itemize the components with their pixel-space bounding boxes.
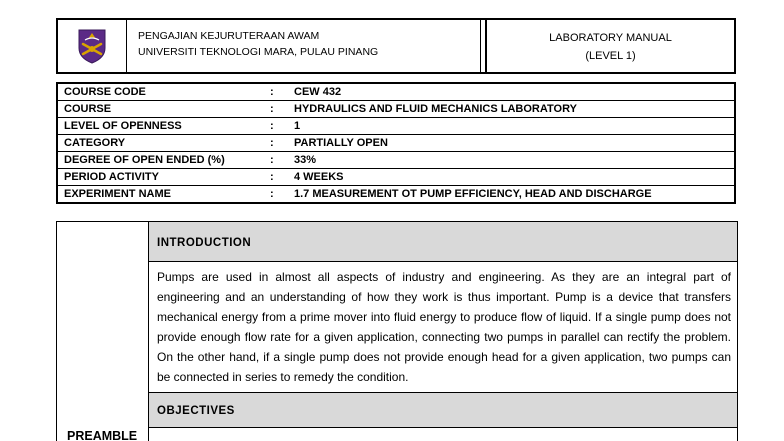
- info-value: 1.7 MEASUREMENT OT PUMP EFFICIENCY, HEAD AND DISCHARGE: [294, 188, 652, 200]
- info-separator: :: [270, 152, 288, 169]
- manual-title: [485, 20, 734, 72]
- info-separator: :: [270, 101, 288, 118]
- document-header: [56, 18, 736, 74]
- org-line-2: UNIVERSITI TEKNOLOGI MARA, PULAU PINANG: [138, 46, 379, 58]
- info-label: DEGREE OF OPEN ENDED (%): [57, 152, 270, 169]
- info-value: CEW 432: [288, 83, 735, 101]
- table-row: [57, 135, 735, 152]
- table-row: [57, 118, 735, 135]
- info-value: 33%: [288, 152, 735, 169]
- preamble-content: [149, 222, 737, 428]
- organization-name: [127, 20, 481, 72]
- info-separator: :: [270, 188, 274, 200]
- info-separator: :: [270, 169, 288, 186]
- info-label: EXPERIMENT NAME: [64, 188, 171, 200]
- table-row: [57, 169, 735, 186]
- info-label: LEVEL OF OPENNESS: [57, 118, 270, 135]
- introduction-heading: INTRODUCTION: [149, 222, 737, 262]
- org-line-1: PENGAJIAN KEJURUTERAAN AWAM: [138, 30, 320, 42]
- preamble-label: PREAMBLE: [67, 429, 138, 441]
- info-value: 4 WEEKS: [288, 169, 735, 186]
- info-label: CATEGORY: [57, 135, 270, 152]
- info-label: COURSE: [57, 101, 270, 118]
- info-value: 1: [288, 118, 735, 135]
- manual-line-1: LABORATORY MANUAL: [549, 32, 672, 44]
- manual-line-2: (LEVEL 1): [585, 50, 636, 62]
- introduction-text: Pumps are used in almost all aspects of industry and engineering. As they are an integral part of engineering and an understanding of how they work is thus important. Pump is a device that transfers mechanical energy from a prime mover into fluid energy to produce flow of liquid. If a single pump does not provide enough flow rate for a given application, connecting two pumps in parallel can rectify the problem. On the other hand, if a single pump does not provide enough head for a given application, two pumps can be connected in series to remedy the condition.: [157, 270, 731, 384]
- table-row: [57, 186, 735, 204]
- info-label: PERIOD ACTIVITY: [57, 169, 270, 186]
- info-label: COURSE CODE: [57, 83, 270, 101]
- uitm-crest-icon: [77, 28, 107, 64]
- objectives-heading: OBJECTIVES: [149, 392, 737, 428]
- table-row: [57, 101, 735, 118]
- table-row: [57, 152, 735, 169]
- info-value: HYDRAULICS AND FLUID MECHANICS LABORATORY: [288, 101, 735, 118]
- info-separator: :: [270, 83, 288, 101]
- info-separator: :: [270, 118, 288, 135]
- info-value: PARTIALLY OPEN: [288, 135, 735, 152]
- course-info-table: [56, 82, 736, 204]
- preamble-section: [56, 221, 738, 441]
- table-row: [57, 83, 735, 101]
- info-separator: :: [270, 135, 288, 152]
- logo-cell: [58, 20, 127, 72]
- preamble-label-cell: [57, 222, 149, 441]
